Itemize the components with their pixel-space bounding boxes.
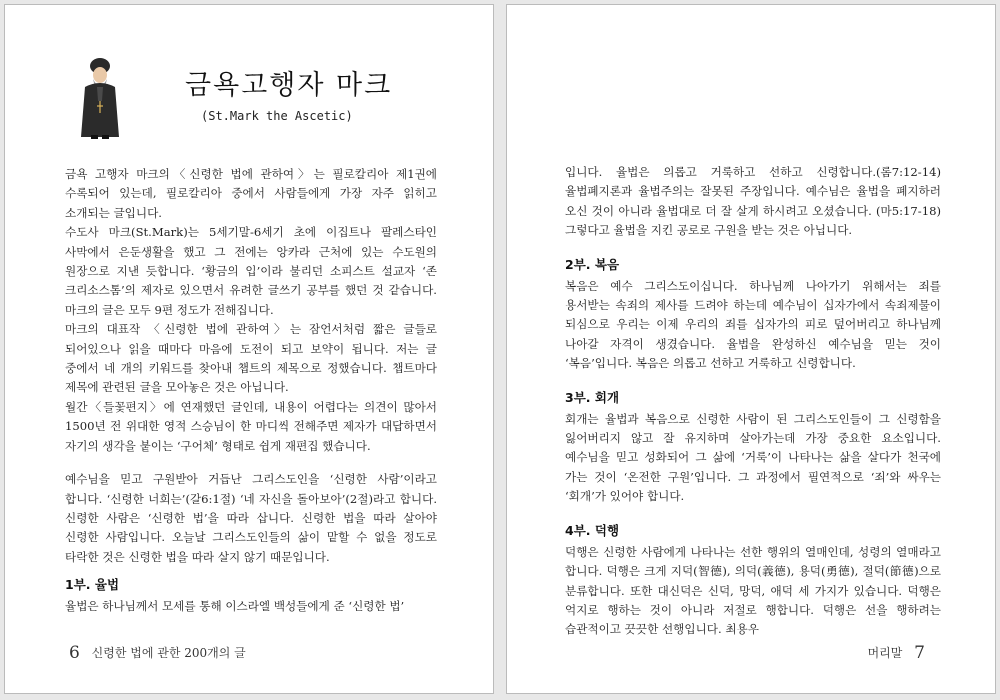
section-text: 덕행은 신령한 사람에게 나타나는 선한 행위의 열매인데, 성령의 열매라고 합니다. 덕행은 크게 지덕(智德), 의덕(義德), 용덕(勇德), 절덕(節德)으로 분류합니다. 또한 대신덕은 신덕, 망덕, 애덕 세 가지가 있습니다. 덕행은 억지로 행하는 것이 아니라 저절로 행합니다. 덕행은 선을 행하려는 습관적이고 끗끗한 선행입니다. 최용우 bbox=[565, 544, 941, 637]
paragraph: 수도사 마크(St.Mark)는 5세기말-6세기 초에 이집트나 팔레스타인 사막에서 은둔생활을 했고 그 전에는 앙카라 근처에 있는 수도원의 원장으로 지낸 듯합니다. ‘황금의 입’이라 불리던 소피스트 설교자 ‘존 크리소스톰’의 제자로 있으면서 유려한 글쓰기 공부를 했던 것 같습니다. 마크의 글은 모두 9편 정도가 전해집니다. bbox=[65, 225, 437, 317]
chapter-title: 금욕고행자 마크 bbox=[185, 70, 393, 101]
section-text: 회개는 율법과 복음으로 신령한 사람이 된 그리스도인들이 그 신령함을 잃어버리지 않고 잘 유지하며 살아가는데 가장 중요한 요소입니다. 예수님을 믿고 성화되어 그 삶에 ‘거룩’이 나타나는 삶을 살다가 천국에 가는 것이 ‘온전한 구원’입니다. 그 과정에서 필연적으로 ‘죄’와 싸우는 ‘회개’가 있어야 합니다. bbox=[565, 411, 941, 504]
left-page bbox=[4, 4, 494, 694]
section-name: 머리말 bbox=[867, 646, 903, 660]
left-body bbox=[65, 165, 437, 617]
monk-illustration-icon bbox=[77, 57, 123, 141]
section-heading: 4부. 덕행 bbox=[565, 522, 620, 538]
page-footer bbox=[69, 643, 246, 663]
paragraph: 마크의 대표작 〈신령한 법에 관하여〉는 잠언서처럼 짧은 글들로 되어있으나 읽을 때마다 마음에 도전이 되고 보약이 됩니다. 저는 글 중에서 네 개의 키워드를 찾아내 챕트의 제목으로 정했습니다. 챕트마다 제목에 관련된 글을 모아놓은 것은 아닙니다. bbox=[65, 322, 437, 395]
paragraph: 예수님을 믿고 구원받아 거듭난 그리스도인을 ‘신령한 사람’이라고 합니다. ‘신령한 너희는’(갈6:1절) ‘네 자신을 돌아보아’(2절)라고 합니다. 신령한 사람은 ‘신령한 법’을 따라 삽니다. 신령한 법을 따라 살아야 신령한 사람입니다. 오늘날 그리스도인들의 삶이 맡할 수 없을 정도로 타락한 것은 신령한 법을 따라 살지 않기 때문입니다. bbox=[65, 472, 437, 564]
section-heading: 1부. 율법 bbox=[65, 577, 120, 593]
section-text: 복음은 예수 그리스도이십니다. 하나님께 나아가기 위해서는 죄를 용서받는 속죄의 제사를 드려야 하는데 예수님이 십자가에서 속죄제물이 되심으로 우리는 이제 우리의 죄를 십자가의 피로 덮어버리고 하나님께 나아갈 자격이 생겼습니다. 율법을 완성하신 예수님을 믿는 것이 ‘복음’입니다. 복음은 의롭고 선하고 거룩하고 신령합니다. bbox=[565, 278, 941, 371]
right-body bbox=[565, 163, 941, 640]
chapter-header bbox=[5, 5, 493, 145]
chapter-subtitle: (St.Mark the Ascetic) bbox=[201, 109, 353, 123]
section-heading: 3부. 회개 bbox=[565, 389, 620, 405]
paragraph: 입니다. 율법은 의롭고 거룩하고 선하고 신령합니다.(롬7:12-14) 율법폐지론과 율법주의는 잘못된 주장입니다. 예수님은 율법을 폐지하러 오신 것이 아니라 율법대로 더 잘 살게 하시려고 오셨습니다. (마5:17-18) 그렇다고 율법을 지킨 공로로 구원을 받는 것은 아닙니다. bbox=[565, 165, 941, 238]
paragraph: 월간〈들꽃편지〉에 연재했던 글인데, 내용이 어렵다는 의견이 많아서 1500년 전 위대한 영적 스승님이 한 마디씩 전해주면 제자가 대답하면서 자기의 생각을 붙이는 ‘구어체’ 형태로 쉽게 재편집 했습니다. bbox=[65, 399, 437, 453]
book-title: 신령한 법에 관한 200개의 글 bbox=[91, 646, 246, 660]
page-number: 7 bbox=[914, 643, 925, 663]
right-page bbox=[506, 4, 996, 694]
page-number: 6 bbox=[69, 643, 80, 663]
section-heading: 2부. 복음 bbox=[565, 256, 620, 272]
page-footer bbox=[868, 643, 925, 663]
section-text: 율법은 하나님께서 모세를 통해 이스라엘 백성들에게 준 ‘신령한 법’ bbox=[65, 599, 405, 614]
paragraph: 금욕 고행자 마크의〈신령한 법에 관하여〉는 필로칼리아 제1권에 수록되어 있는데, 필로칼리아 중에서 사람들에게 가장 자주 읽히고 소개되는 글입니다. bbox=[65, 167, 437, 220]
